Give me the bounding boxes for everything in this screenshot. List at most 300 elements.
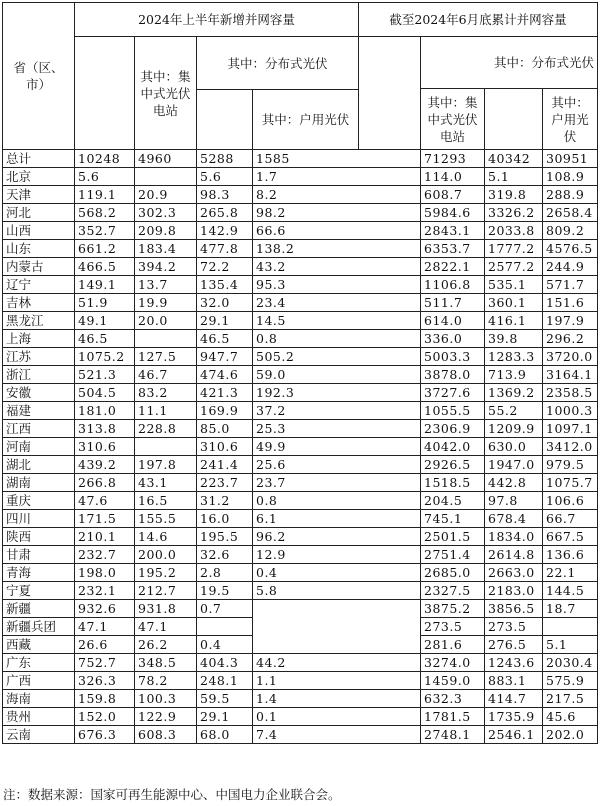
group2-header: 截至2024年6月底累计并网容量 (359, 3, 598, 37)
value-cell (135, 438, 197, 456)
value-cell: 296.2 (543, 330, 598, 348)
value-cell: 18.7 (543, 600, 598, 618)
province-name: 云南 (3, 726, 75, 744)
value-cell: 11.1 (135, 402, 197, 420)
value-cell: 25.3 (253, 420, 421, 438)
value-cell: 4960 (135, 150, 197, 168)
value-cell: 281.6 (421, 636, 485, 654)
value-cell: 55.2 (485, 402, 543, 420)
value-cell: 1075.2 (75, 348, 135, 366)
value-cell: 474.6 (197, 366, 253, 384)
value-cell: 37.2 (253, 402, 421, 420)
province-name: 陕西 (3, 528, 75, 546)
value-cell: 313.8 (75, 420, 135, 438)
value-cell: 181.0 (75, 402, 135, 420)
value-cell: 1.7 (253, 168, 421, 186)
value-cell: 630.0 (485, 438, 543, 456)
province-name: 黑龙江 (3, 312, 75, 330)
value-cell: 505.2 (253, 348, 421, 366)
province-name: 内蒙古 (3, 258, 75, 276)
value-cell: 7.4 (253, 726, 421, 744)
value-cell: 2663.0 (485, 564, 543, 582)
value-cell: 352.7 (75, 222, 135, 240)
province-name: 天津 (3, 186, 75, 204)
value-cell: 404.3 (197, 654, 253, 672)
province-name: 四川 (3, 510, 75, 528)
value-cell: 51.9 (75, 294, 135, 312)
value-cell: 32.0 (197, 294, 253, 312)
value-cell: 2546.1 (485, 726, 543, 744)
value-cell: 29.1 (197, 312, 253, 330)
value-cell: 26.2 (135, 636, 197, 654)
table-row (3, 564, 598, 582)
value-cell: 149.1 (75, 276, 135, 294)
table-row (3, 366, 598, 384)
g2-central-header: 其中：集中式光伏电站 (421, 89, 485, 150)
table-row (3, 654, 598, 672)
value-cell: 232.7 (75, 546, 135, 564)
value-cell: 2926.5 (421, 456, 485, 474)
table-row (3, 276, 598, 294)
province-name: 江苏 (3, 348, 75, 366)
value-cell: 1.1 (253, 672, 421, 690)
value-cell: 223.7 (197, 474, 253, 492)
value-cell: 144.5 (543, 582, 598, 600)
value-cell: 414.7 (485, 690, 543, 708)
province-name: 湖南 (3, 474, 75, 492)
value-cell: 1834.0 (485, 528, 543, 546)
value-cell: 66.6 (253, 222, 421, 240)
value-cell: 979.5 (543, 456, 598, 474)
table-row (3, 312, 598, 330)
value-cell: 1000.3 (543, 402, 598, 420)
value-cell: 676.3 (75, 726, 135, 744)
value-cell: 288.9 (543, 186, 598, 204)
value-cell: 319.8 (485, 186, 543, 204)
value-cell: 2.8 (197, 564, 253, 582)
value-cell: 745.1 (421, 510, 485, 528)
value-cell: 142.9 (197, 222, 253, 240)
source-note: 注：数据来源：国家可再生能源中心、中国电力企业联合会。 (3, 787, 341, 802)
value-cell (135, 330, 197, 348)
table-row (3, 546, 598, 564)
g1-household-header: 其中：户用光伏 (253, 90, 359, 150)
value-cell: 26.6 (75, 636, 135, 654)
value-cell: 571.7 (543, 276, 598, 294)
value-cell: 421.3 (197, 384, 253, 402)
value-cell: 3164.1 (543, 366, 598, 384)
g2-total-header (359, 37, 421, 150)
province-name: 新疆兵团 (3, 618, 75, 636)
value-cell: 46.7 (135, 366, 197, 384)
table-row (3, 168, 598, 186)
value-cell: 504.5 (75, 384, 135, 402)
value-cell: 2822.1 (421, 258, 485, 276)
value-cell: 466.5 (75, 258, 135, 276)
value-cell: 46.5 (75, 330, 135, 348)
value-cell: 3727.6 (421, 384, 485, 402)
value-cell: 127.5 (135, 348, 197, 366)
province-name: 吉林 (3, 294, 75, 312)
table-row (3, 690, 598, 708)
value-cell: 5.8 (253, 582, 421, 600)
value-cell: 16.0 (197, 510, 253, 528)
value-cell: 210.1 (75, 528, 135, 546)
value-cell: 39.8 (485, 330, 543, 348)
value-cell: 575.9 (543, 672, 598, 690)
value-cell: 29.1 (197, 708, 253, 726)
value-cell: 608.3 (135, 726, 197, 744)
value-cell: 13.7 (135, 276, 197, 294)
value-cell: 85.0 (197, 420, 253, 438)
value-cell: 209.8 (135, 222, 197, 240)
value-cell: 336.0 (421, 330, 485, 348)
value-cell: 3875.2 (421, 600, 485, 618)
value-cell: 98.3 (197, 186, 253, 204)
value-cell: 228.8 (135, 420, 197, 438)
value-cell: 43.2 (253, 258, 421, 276)
g2-dist-sub (485, 89, 543, 150)
value-cell: 45.6 (543, 708, 598, 726)
value-cell: 16.5 (135, 492, 197, 510)
value-cell: 106.6 (543, 492, 598, 510)
value-cell: 1947.0 (485, 456, 543, 474)
table-row (3, 186, 598, 204)
value-cell: 22.1 (543, 564, 598, 582)
value-cell: 632.3 (421, 690, 485, 708)
g1-total-header (75, 37, 135, 150)
province-name: 山东 (3, 240, 75, 258)
value-cell: 169.9 (197, 402, 253, 420)
value-cell: 100.3 (135, 690, 197, 708)
table-row (3, 222, 598, 240)
value-cell: 49.1 (75, 312, 135, 330)
value-cell: 535.1 (485, 276, 543, 294)
value-cell: 114.0 (421, 168, 485, 186)
value-cell: 151.6 (543, 294, 598, 312)
value-cell: 273.5 (421, 618, 485, 636)
value-cell: 98.2 (253, 204, 421, 222)
value-cell: 12.9 (253, 546, 421, 564)
value-cell: 43.1 (135, 474, 197, 492)
province-name: 青海 (3, 564, 75, 582)
value-cell: 200.0 (135, 546, 197, 564)
province-name: 总计 (3, 150, 75, 168)
value-cell: 809.2 (543, 222, 598, 240)
value-cell: 5288 (197, 150, 253, 168)
value-cell: 14.5 (253, 312, 421, 330)
table-row (3, 582, 598, 600)
value-cell: 1735.9 (485, 708, 543, 726)
value-cell: 10248 (75, 150, 135, 168)
table-row (3, 510, 598, 528)
value-cell: 931.8 (135, 600, 197, 618)
value-cell: 1243.6 (485, 654, 543, 672)
g2-household-header: 其中：户用光伏 (543, 89, 598, 150)
value-cell: 265.8 (197, 204, 253, 222)
province-name: 浙江 (3, 366, 75, 384)
table-row (3, 240, 598, 258)
table-row (3, 330, 598, 348)
value-cell: 204.5 (421, 492, 485, 510)
value-cell: 3878.0 (421, 366, 485, 384)
value-cell: 302.3 (135, 204, 197, 222)
province-name: 安徽 (3, 384, 75, 402)
value-cell: 2501.5 (421, 528, 485, 546)
value-cell: 0.8 (253, 330, 421, 348)
value-cell: 32.6 (197, 546, 253, 564)
value-cell: 197.9 (543, 312, 598, 330)
value-cell: 326.3 (75, 672, 135, 690)
province-name: 福建 (3, 402, 75, 420)
value-cell: 394.2 (135, 258, 197, 276)
value-cell: 2327.5 (421, 582, 485, 600)
value-cell: 5.1 (485, 168, 543, 186)
value-cell: 5.6 (75, 168, 135, 186)
value-cell: 78.2 (135, 672, 197, 690)
value-cell: 310.6 (197, 438, 253, 456)
value-cell: 72.2 (197, 258, 253, 276)
value-cell: 360.1 (485, 294, 543, 312)
province-name: 新疆 (3, 600, 75, 618)
value-cell: 192.3 (253, 384, 421, 402)
value-cell: 5.6 (197, 168, 253, 186)
value-cell: 2685.0 (421, 564, 485, 582)
table-body (3, 150, 598, 744)
value-cell: 1585 (253, 150, 421, 168)
value-cell: 2577.2 (485, 258, 543, 276)
value-cell: 883.1 (485, 672, 543, 690)
value-cell: 5.1 (543, 636, 598, 654)
value-cell: 3720.0 (543, 348, 598, 366)
table-row (3, 600, 598, 618)
value-cell (135, 168, 197, 186)
value-cell: 44.2 (253, 654, 421, 672)
province-name: 贵州 (3, 708, 75, 726)
value-cell: 2751.4 (421, 546, 485, 564)
g1-dist-header: 其中：分布式光伏 (197, 37, 359, 90)
table-row (3, 348, 598, 366)
value-cell: 1209.9 (485, 420, 543, 438)
province-name: 广西 (3, 672, 75, 690)
value-cell: 25.6 (253, 456, 421, 474)
value-cell: 217.5 (543, 690, 598, 708)
province-name: 广东 (3, 654, 75, 672)
value-cell: 1106.8 (421, 276, 485, 294)
value-cell: 0.8 (253, 492, 421, 510)
province-name: 江西 (3, 420, 75, 438)
value-cell: 108.9 (543, 168, 598, 186)
value-cell: 1075.7 (543, 474, 598, 492)
value-cell: 3274.0 (421, 654, 485, 672)
province-name: 重庆 (3, 492, 75, 510)
value-cell: 2658.4 (543, 204, 598, 222)
value-cell: 1369.2 (485, 384, 543, 402)
value-cell: 2748.1 (421, 726, 485, 744)
value-cell: 195.5 (197, 528, 253, 546)
value-cell: 3856.5 (485, 600, 543, 618)
empty-cell (543, 618, 598, 636)
value-cell: 20.9 (135, 186, 197, 204)
empty-cell (197, 618, 253, 636)
value-cell: 19.9 (135, 294, 197, 312)
value-cell: 3412.0 (543, 438, 598, 456)
value-cell: 2614.8 (485, 546, 543, 564)
value-cell: 614.0 (421, 312, 485, 330)
table-row (3, 528, 598, 546)
value-cell: 2358.5 (543, 384, 598, 402)
value-cell: 416.1 (485, 312, 543, 330)
province-name: 河南 (3, 438, 75, 456)
value-cell: 47.6 (75, 492, 135, 510)
value-cell: 6353.7 (421, 240, 485, 258)
province-name: 海南 (3, 690, 75, 708)
province-header: 省（区、市） (3, 3, 75, 150)
value-cell: 23.4 (253, 294, 421, 312)
value-cell: 273.5 (485, 618, 543, 636)
table-row (3, 438, 598, 456)
value-cell: 71293 (421, 150, 485, 168)
value-cell: 4576.5 (543, 240, 598, 258)
value-cell: 3326.2 (485, 204, 543, 222)
g1-central-header: 其中：集中式光伏电站 (135, 37, 197, 150)
value-cell: 202.0 (543, 726, 598, 744)
value-cell: 195.2 (135, 564, 197, 582)
value-cell: 4042.0 (421, 438, 485, 456)
value-cell: 1518.5 (421, 474, 485, 492)
value-cell: 20.0 (135, 312, 197, 330)
value-cell: 439.2 (75, 456, 135, 474)
value-cell: 1283.3 (485, 348, 543, 366)
value-cell: 1.4 (253, 690, 421, 708)
province-name: 西藏 (3, 636, 75, 654)
value-cell: 1459.0 (421, 672, 485, 690)
value-cell: 136.6 (543, 546, 598, 564)
value-cell: 95.3 (253, 276, 421, 294)
value-cell: 0.1 (253, 708, 421, 726)
province-name: 北京 (3, 168, 75, 186)
value-cell: 477.8 (197, 240, 253, 258)
value-cell: 47.1 (75, 618, 135, 636)
value-cell: 752.7 (75, 654, 135, 672)
value-cell: 1055.5 (421, 402, 485, 420)
value-cell: 2843.1 (421, 222, 485, 240)
value-cell: 197.8 (135, 456, 197, 474)
table-row (3, 726, 598, 744)
group1-header: 2024年上半年新增并网容量 (75, 3, 359, 37)
value-cell: 667.5 (543, 528, 598, 546)
value-cell: 155.5 (135, 510, 197, 528)
value-cell: 1097.1 (543, 420, 598, 438)
table-row (3, 402, 598, 420)
value-cell: 310.6 (75, 438, 135, 456)
value-cell: 2183.0 (485, 582, 543, 600)
value-cell: 23.7 (253, 474, 421, 492)
value-cell: 511.7 (421, 294, 485, 312)
value-cell: 5984.6 (421, 204, 485, 222)
value-cell: 248.1 (197, 672, 253, 690)
value-cell: 348.5 (135, 654, 197, 672)
table-header (3, 3, 598, 150)
value-cell: 6.1 (253, 510, 421, 528)
value-cell: 521.3 (75, 366, 135, 384)
province-name: 湖北 (3, 456, 75, 474)
value-cell: 2306.9 (421, 420, 485, 438)
province-name: 山西 (3, 222, 75, 240)
value-cell: 0.4 (197, 636, 253, 654)
value-cell: 0.7 (197, 600, 253, 618)
value-cell: 46.5 (197, 330, 253, 348)
table-row (3, 150, 598, 168)
value-cell: 661.2 (75, 240, 135, 258)
value-cell: 1777.2 (485, 240, 543, 258)
g1-dist-total (197, 90, 253, 150)
value-cell: 244.9 (543, 258, 598, 276)
province-name: 上海 (3, 330, 75, 348)
table-row (3, 420, 598, 438)
province-name: 辽宁 (3, 276, 75, 294)
table-row (3, 384, 598, 402)
value-cell: 171.5 (75, 510, 135, 528)
value-cell: 232.1 (75, 582, 135, 600)
value-cell: 2033.8 (485, 222, 543, 240)
value-cell: 14.6 (135, 528, 197, 546)
table-row (3, 474, 598, 492)
value-cell: 49.9 (253, 438, 421, 456)
value-cell: 68.0 (197, 726, 253, 744)
value-cell: 2030.4 (543, 654, 598, 672)
value-cell: 96.2 (253, 528, 421, 546)
table-row (3, 294, 598, 312)
table-row (3, 456, 598, 474)
value-cell: 30951 (543, 150, 598, 168)
value-cell: 97.8 (485, 492, 543, 510)
value-cell: 119.1 (75, 186, 135, 204)
value-cell: 713.9 (485, 366, 543, 384)
value-cell: 138.2 (253, 240, 421, 258)
table-row (3, 204, 598, 222)
value-cell: 159.8 (75, 690, 135, 708)
value-cell: 568.2 (75, 204, 135, 222)
value-cell: 122.9 (135, 708, 197, 726)
value-cell: 31.2 (197, 492, 253, 510)
value-cell: 59.0 (253, 366, 421, 384)
value-cell: 947.7 (197, 348, 253, 366)
value-cell: 152.0 (75, 708, 135, 726)
value-cell: 0.4 (253, 564, 421, 582)
value-cell: 608.7 (421, 186, 485, 204)
table-row (3, 672, 598, 690)
value-cell: 212.7 (135, 582, 197, 600)
value-cell: 183.4 (135, 240, 197, 258)
value-cell: 66.7 (543, 510, 598, 528)
value-cell: 47.1 (135, 618, 197, 636)
value-cell: 19.5 (197, 582, 253, 600)
table-row (3, 492, 598, 510)
value-cell: 135.4 (197, 276, 253, 294)
value-cell: 241.4 (197, 456, 253, 474)
g2-dist-header: 其中：分布式光伏 (421, 37, 598, 89)
value-cell: 40342 (485, 150, 543, 168)
value-cell: 276.5 (485, 636, 543, 654)
merged-household-blank (253, 600, 421, 654)
value-cell: 1781.5 (421, 708, 485, 726)
value-cell: 198.0 (75, 564, 135, 582)
value-cell: 678.4 (485, 510, 543, 528)
value-cell: 59.5 (197, 690, 253, 708)
value-cell: 83.2 (135, 384, 197, 402)
capacity-table (2, 2, 598, 744)
